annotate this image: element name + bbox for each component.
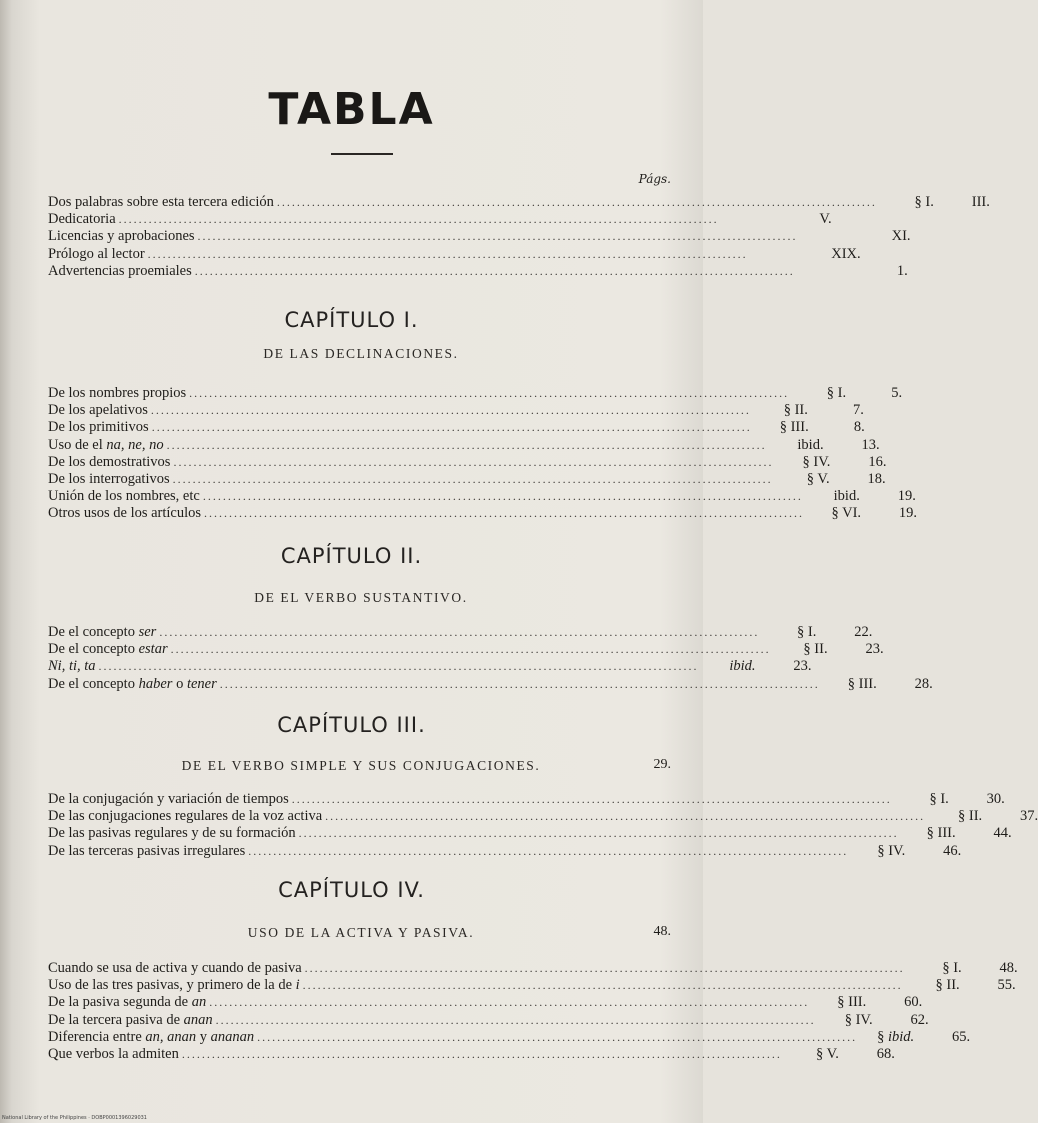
toc-entry-title: Unión de los nombres, etc bbox=[48, 488, 200, 505]
toc-entry bbox=[48, 1011, 929, 1029]
toc-entry-page: 46. bbox=[943, 842, 962, 859]
toc-entry-page: 18. bbox=[867, 470, 886, 487]
chapter-page: 29. bbox=[653, 757, 671, 772]
dot-leader: ........................................................................................................................ bbox=[166, 437, 767, 452]
toc-entry-section: § I. bbox=[929, 791, 949, 807]
toc-entry-title: Uso de el na, ne, no bbox=[48, 436, 164, 453]
toc-entry bbox=[48, 675, 933, 693]
toc-entry-title: De las conjugaciones regulares de la voz activa bbox=[48, 808, 323, 825]
toc-entry bbox=[48, 194, 990, 211]
toc-entry-title: De la pasiva segunda de an bbox=[48, 994, 207, 1011]
dot-leader: ........................................................................................................................ bbox=[181, 1046, 782, 1061]
toc-entry bbox=[48, 825, 1012, 842]
toc-entry bbox=[48, 641, 884, 658]
toc-entry-section: § V. bbox=[806, 470, 830, 487]
chapter-subheading: DE LAS DECLINACIONES. bbox=[263, 346, 459, 361]
toc-entry-section: § V. bbox=[816, 1045, 839, 1062]
toc-entry-title: De el concepto estar bbox=[48, 641, 168, 658]
toc-entry-section: § III. bbox=[779, 419, 809, 436]
toc-entry-page: V. bbox=[819, 211, 832, 228]
toc-entry-section: ibid. bbox=[833, 488, 860, 505]
toc-entry bbox=[48, 960, 1018, 977]
footer-credit: National Library of the Philippines · DOBP0001396029031 bbox=[2, 1115, 147, 1121]
toc-entry bbox=[48, 453, 887, 471]
chapter-entries bbox=[48, 624, 933, 693]
toc-entry bbox=[48, 1045, 895, 1063]
toc-entry-page: 48. bbox=[999, 960, 1018, 976]
chapter-heading: CAPÍTULO IV. bbox=[278, 878, 425, 902]
toc-entry-title: De los primitivos bbox=[48, 419, 149, 436]
toc-entry-section: § IV. bbox=[877, 842, 906, 859]
toc-entry bbox=[48, 977, 1016, 994]
toc-entry-title: De los nombres propios bbox=[48, 385, 187, 401]
dot-leader: ........................................................................................................................ bbox=[172, 471, 773, 486]
toc-entry-section: § II. bbox=[958, 808, 983, 825]
dot-leader: ........................................................................................................................ bbox=[173, 454, 774, 469]
toc-entry-section: § I. bbox=[796, 624, 817, 640]
toc-entry-section: § ibid. bbox=[877, 1028, 915, 1045]
chapter-subheading: USO DE LA ACTIVA Y PASIVA. bbox=[247, 925, 475, 940]
toc-entry-title: De las terceras pasivas irregulares bbox=[48, 842, 246, 859]
toc-entry-section: § I. bbox=[914, 194, 934, 210]
toc-entry bbox=[48, 419, 865, 436]
dot-leader: ........................................................................................................................ bbox=[248, 843, 849, 858]
pages-column-label: Págs. bbox=[638, 172, 671, 186]
chapter-heading: CAPÍTULO II. bbox=[280, 544, 423, 568]
dot-leader: ........................................................................................................................ bbox=[291, 792, 892, 806]
toc-entry-page: 16. bbox=[868, 453, 887, 470]
chapter-subheading: DE EL VERBO SIMPLE Y SUS CONJUGACIONES. bbox=[181, 758, 541, 773]
toc-entry-title: Licencias y aprobaciones bbox=[48, 228, 195, 245]
chapter-subheading: DE EL VERBO SUSTANTIVO. bbox=[254, 590, 468, 605]
toc-entry-title: Cuando se usa de activa y cuando de pasiva bbox=[48, 960, 302, 976]
toc-entry-title: De los apelativos bbox=[48, 402, 148, 419]
dot-leader: ........................................................................................................................ bbox=[147, 246, 748, 261]
toc-entry-page: 23. bbox=[793, 658, 812, 675]
toc-entry bbox=[48, 385, 903, 402]
dot-leader: ........................................................................................................................ bbox=[276, 195, 877, 209]
dot-leader: ........................................................................................................................ bbox=[325, 809, 926, 824]
dot-leader: ........................................................................................................................ bbox=[197, 229, 798, 244]
toc-entry-title: Prólogo al lector bbox=[48, 245, 145, 262]
toc-entry-page: 8. bbox=[853, 419, 865, 436]
toc-entry-page: 68. bbox=[876, 1045, 895, 1062]
chapter-heading: CAPÍTULO I. bbox=[284, 308, 419, 332]
chapter-entries bbox=[48, 960, 1018, 1063]
toc-entry bbox=[48, 470, 886, 488]
dot-leader: ........................................................................................................................ bbox=[209, 995, 810, 1010]
toc-entry bbox=[48, 842, 962, 860]
dot-leader: ........................................................................................................................ bbox=[302, 978, 903, 993]
toc-entry bbox=[48, 994, 923, 1011]
toc-entry-title: Dedicatoria bbox=[48, 211, 116, 228]
toc-entry bbox=[48, 624, 873, 641]
dot-leader: ........................................................................................................................ bbox=[204, 506, 805, 521]
toc-entry-section: § II. bbox=[783, 402, 808, 419]
toc-entry-page: 22. bbox=[854, 624, 873, 640]
intro-entries bbox=[48, 194, 990, 280]
dot-leader: ........................................................................................................................ bbox=[298, 826, 899, 841]
dot-leader: ........................................................................................................................ bbox=[170, 642, 771, 657]
toc-entry-page: 19. bbox=[898, 505, 918, 522]
toc-entry-page: 62. bbox=[910, 1011, 929, 1028]
toc-entry bbox=[48, 658, 812, 675]
toc-entry-page: 60. bbox=[904, 994, 923, 1011]
toc-entry-section: § III. bbox=[926, 825, 956, 842]
toc-entry-section: § IV. bbox=[844, 1011, 873, 1028]
title-divider bbox=[331, 153, 393, 155]
toc-entry-section: § II. bbox=[935, 977, 960, 994]
toc-entry-title: Advertencias proemiales bbox=[48, 262, 192, 279]
dot-leader: ........................................................................................................................ bbox=[159, 625, 760, 639]
dot-leader: ........................................................................................................................ bbox=[257, 1029, 858, 1044]
toc-entry-page: 7. bbox=[853, 402, 864, 419]
dot-leader: ........................................................................................................................ bbox=[118, 212, 719, 227]
toc-entry-page: 55. bbox=[997, 977, 1016, 994]
toc-entry-title: De los interrogativos bbox=[48, 470, 170, 487]
page-title: TABLA bbox=[268, 84, 435, 135]
toc-entry-page: 5. bbox=[891, 385, 903, 401]
toc-entry-page: 1. bbox=[896, 262, 908, 279]
toc-entry-title: Que verbos la admiten bbox=[48, 1045, 179, 1062]
toc-entry bbox=[48, 436, 880, 454]
toc-entry-page: III. bbox=[971, 194, 990, 210]
toc-entry-title: Diferencia entre an, anan y ananan bbox=[48, 1028, 255, 1045]
toc-entry bbox=[48, 245, 861, 263]
toc-entry bbox=[48, 808, 1038, 825]
dot-leader: ........................................................................................................................ bbox=[194, 263, 795, 278]
toc-entry bbox=[48, 228, 911, 245]
toc-entry-page: 65. bbox=[952, 1028, 971, 1045]
toc-entry-page: 19. bbox=[897, 488, 916, 505]
toc-entry-title: Dos palabras sobre esta tercera edición bbox=[48, 194, 274, 210]
toc-entry-section: § I. bbox=[942, 960, 962, 976]
dot-leader: ........................................................................................................................ bbox=[202, 489, 803, 504]
toc-entry bbox=[48, 1028, 971, 1046]
toc-entry bbox=[48, 505, 918, 522]
dot-leader: ........................................................................................................................ bbox=[150, 403, 751, 418]
toc-entry-title: Uso de las tres pasivas, y primero de la de i bbox=[48, 977, 300, 994]
dot-leader: ........................................................................................................................ bbox=[219, 676, 820, 691]
dot-leader: ........................................................................................................................ bbox=[215, 1012, 816, 1027]
toc-entry-section: § IV. bbox=[802, 453, 831, 470]
toc-entry-page: XIX. bbox=[831, 245, 861, 262]
toc-entry-title: De el concepto haber o tener bbox=[48, 675, 217, 692]
toc-entry bbox=[48, 402, 864, 419]
toc-entry-section: ibid. bbox=[797, 436, 824, 453]
toc-entry bbox=[48, 262, 908, 280]
toc-entry-title: Ni, ti, ta bbox=[48, 658, 96, 675]
toc-entry-title: De las pasivas regulares y de su formación bbox=[48, 825, 296, 842]
chapter-entries bbox=[48, 385, 918, 523]
toc-entry bbox=[48, 488, 916, 505]
toc-entry-section: § I. bbox=[826, 385, 847, 401]
dot-leader: ........................................................................................................................ bbox=[304, 961, 905, 975]
toc-entry-title: Otros usos de los artículos bbox=[48, 505, 202, 522]
toc-entry bbox=[48, 791, 1005, 808]
toc-entry-section: § II. bbox=[803, 641, 828, 658]
toc-entry-section: § III. bbox=[847, 675, 877, 692]
chapter-entries bbox=[48, 791, 1038, 860]
toc-entry-title: De los demostrativos bbox=[48, 453, 171, 470]
toc-entry-section: § VI. bbox=[831, 505, 862, 522]
toc-entry-page: 13. bbox=[861, 436, 880, 453]
toc-entry-title: De el concepto ser bbox=[48, 624, 157, 640]
dot-leader: ........................................................................................................................ bbox=[151, 420, 752, 435]
toc-entry-page: 28. bbox=[914, 675, 933, 692]
chapter-page: 48. bbox=[653, 924, 671, 939]
toc-entry-section: ibid. bbox=[729, 658, 756, 675]
toc-entry-page: 37. bbox=[1020, 808, 1038, 825]
toc-entry-page: 23. bbox=[865, 641, 884, 658]
toc-entry-title: De la tercera pasiva de anan bbox=[48, 1011, 213, 1028]
dot-leader: ........................................................................................................................ bbox=[189, 386, 790, 400]
toc-entry-section: § III. bbox=[837, 994, 867, 1011]
toc-entry bbox=[48, 211, 832, 228]
toc-entry-page: XI. bbox=[891, 228, 911, 245]
chapter-heading: CAPÍTULO III. bbox=[277, 713, 426, 737]
toc-entry-title: De la conjugación y variación de tiempos bbox=[48, 791, 289, 807]
toc-entry-page: 44. bbox=[993, 825, 1012, 842]
toc-entry-page: 30. bbox=[986, 791, 1005, 807]
dot-leader: ........................................................................................................................ bbox=[98, 659, 699, 674]
